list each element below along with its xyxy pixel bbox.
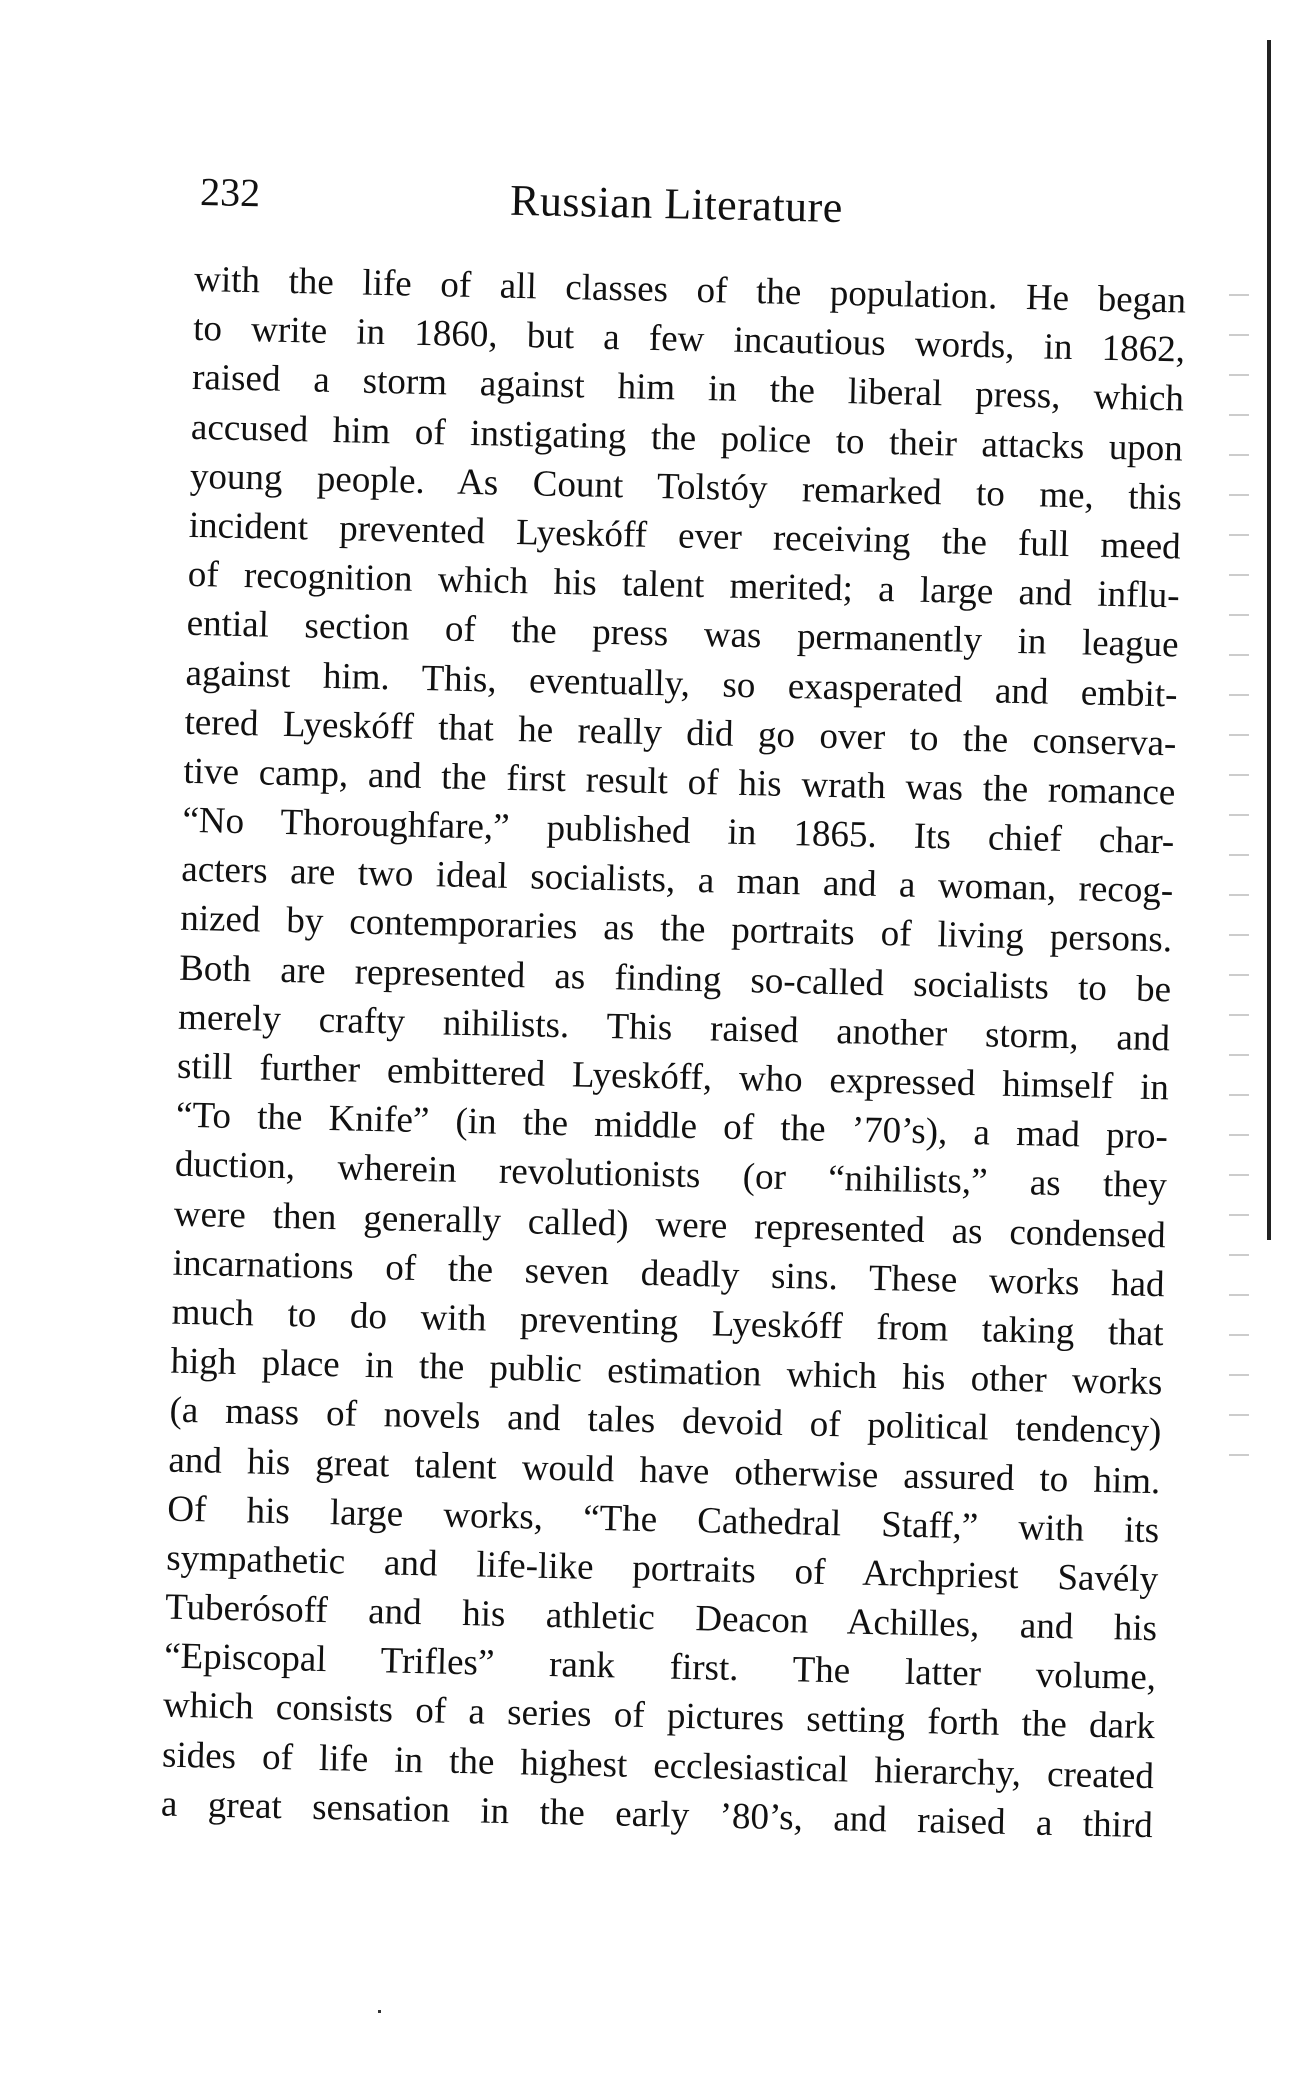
page-header [199, 168, 1190, 250]
text-line: tive camp, and the first result of his wrath was the romance [183, 750, 1176, 814]
text-line: young people. As Count Tolstóy remarked to me, this [189, 455, 1183, 519]
text-line: ential section of the press was permanently in league [186, 603, 1179, 666]
text-line: “Episcopal Trifles” rank first. The latter volume, [163, 1635, 1157, 1699]
text-line: sympathetic and life-like portraits of Archpriest Savély [165, 1537, 1159, 1601]
text-line: merely crafty nihilists. This raised another storm, and [177, 996, 1171, 1060]
text-line: nized by contemporaries as the portraits of living persons. [179, 898, 1173, 961]
text-line: to write in 1860, but a few incautious words, in 1862, [192, 308, 1186, 371]
page-number: 232 [199, 169, 261, 216]
text-line: “To the Knife” (in the middle of the ’70’s), a mad pro- [175, 1094, 1169, 1158]
running-title: Russian Literature [509, 175, 844, 233]
text-line: (a mass of novels and tales devoid of political tendency) [169, 1389, 1162, 1453]
text-line: acters are two ideal socialists, a man and a woman, recog- [180, 849, 1174, 912]
text-line: raised a storm against him in the liberal press, which [191, 357, 1185, 420]
text-line: were then generally called) were represented as condensed [173, 1193, 1167, 1256]
text-line: and his great talent would have otherwise assured to him. [168, 1439, 1161, 1502]
text-line: “No Thoroughfare,” published in 1865. Its chief char- [182, 799, 1175, 863]
text-line: a great sensation in the early ’80’s, and raised a third [160, 1783, 1154, 1846]
body-text [160, 255, 1186, 1850]
text-line: tered Lyeskóff that he really did go over to the conserva- [184, 701, 1177, 765]
text-line: incarnations of the seven deadly sins. These works had [172, 1242, 1166, 1306]
text-line: duction, wherein revolutionists (or “nihilists,” as they [174, 1144, 1168, 1207]
text-line: which consists of a series of pictures setting forth the dark [162, 1684, 1156, 1748]
text-line: sides of life in the highest ecclesiastical hierarchy, created [161, 1734, 1155, 1797]
text-line: Tuberósoff and his athletic Deacon Achilles, and his [164, 1586, 1158, 1650]
text-line: Both are represented as finding so-called socialists to be [178, 947, 1172, 1010]
text-line: still further embittered Lyeskóff, who expressed himself in [176, 1045, 1170, 1109]
text-line: against him. This, eventually, so exasperated and embit- [185, 652, 1178, 715]
text-line: with the life of all classes of the population. He began [193, 258, 1187, 322]
text-line: Of his large works, “The Cathedral Staff,” with its [166, 1488, 1160, 1551]
text-line: accused him of instigating the police to their attacks upon [190, 406, 1184, 470]
text-line: incident prevented Lyeskóff ever receiving the full meed [188, 504, 1182, 568]
text-line: much to do with preventing Lyeskóff from taking that [171, 1291, 1164, 1355]
text-line: high place in the public estimation which his other works [170, 1340, 1163, 1404]
text-line: of recognition which his talent merited; a large and influ- [187, 553, 1181, 617]
